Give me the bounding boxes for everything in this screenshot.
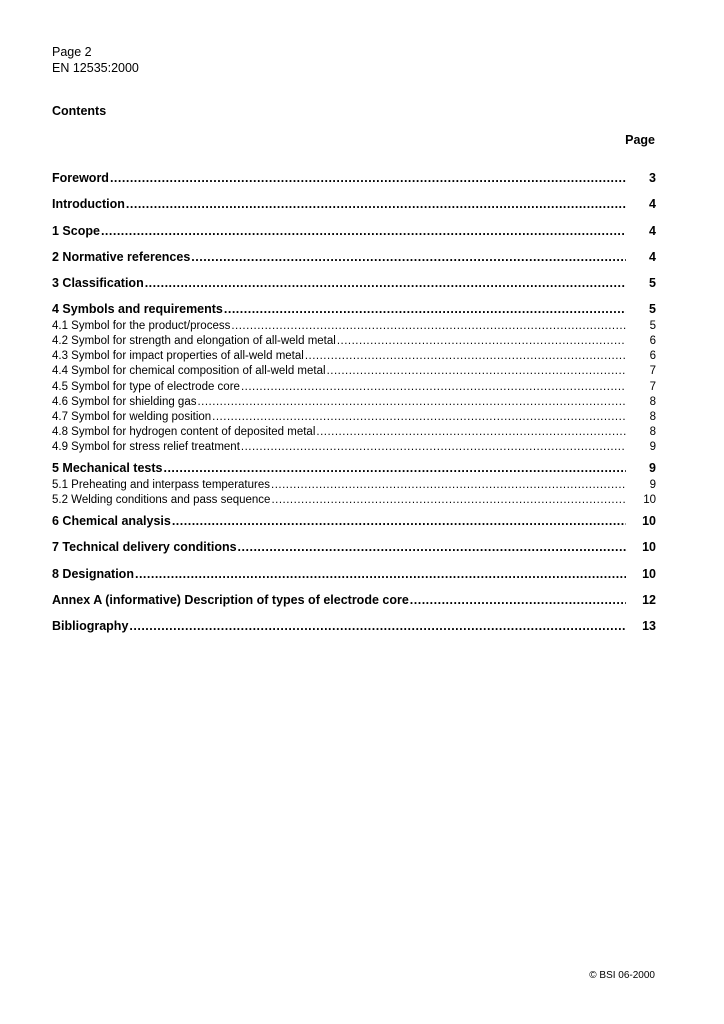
toc-entry[interactable] bbox=[52, 618, 656, 644]
toc-leader-dots bbox=[337, 334, 626, 348]
toc-entry[interactable] bbox=[52, 319, 656, 334]
toc-leader-dots bbox=[135, 566, 626, 582]
toc-leader-dots bbox=[126, 196, 626, 212]
toc-leader-dots bbox=[316, 425, 626, 439]
toc-entry-label: 4.3 Symbol for impact properties of all-weld metal bbox=[52, 350, 304, 363]
toc-entry[interactable] bbox=[52, 196, 656, 222]
table-of-contents bbox=[52, 170, 656, 645]
toc-entry[interactable] bbox=[52, 334, 656, 349]
toc-entry-label: 5 Mechanical tests bbox=[52, 461, 163, 476]
toc-leader-dots bbox=[197, 395, 626, 409]
toc-entry-label: 2 Normative references bbox=[52, 249, 191, 264]
toc-entry-page: 9 bbox=[649, 461, 656, 476]
toc-entry-page: 8 bbox=[649, 426, 656, 439]
toc-entry-label: 4.8 Symbol for hydrogen content of deposited metal bbox=[52, 426, 316, 439]
page-number: Page 2 bbox=[52, 45, 92, 59]
toc-entry-page: 9 bbox=[649, 478, 656, 491]
toc-entry-page: 6 bbox=[649, 350, 656, 363]
toc-leader-dots bbox=[241, 440, 626, 454]
toc-entry-page: 4 bbox=[649, 249, 656, 264]
footer-copyright: © BSI 06-2000 bbox=[589, 970, 655, 981]
toc-entry-page: 10 bbox=[642, 566, 656, 581]
toc-entry-label: 1 Scope bbox=[52, 223, 100, 238]
toc-entry[interactable] bbox=[52, 478, 656, 493]
standard-id: EN 12535:2000 bbox=[52, 61, 139, 75]
toc-entry-label: 8 Designation bbox=[52, 566, 134, 581]
toc-leader-dots bbox=[172, 513, 626, 529]
toc-leader-dots bbox=[305, 349, 626, 363]
toc-entry-label: 4 Symbols and requirements bbox=[52, 302, 223, 317]
toc-entry-page: 10 bbox=[642, 514, 656, 529]
toc-entry[interactable] bbox=[52, 380, 656, 395]
toc-leader-dots bbox=[212, 410, 626, 424]
toc-entry-label: 6 Chemical analysis bbox=[52, 514, 171, 529]
page-column-label: Page bbox=[625, 133, 655, 147]
toc-entry[interactable] bbox=[52, 223, 656, 249]
toc-leader-dots bbox=[191, 249, 626, 265]
toc-entry[interactable] bbox=[52, 364, 656, 379]
toc-leader-dots bbox=[241, 380, 626, 394]
toc-leader-dots bbox=[271, 493, 626, 507]
toc-entry-page: 10 bbox=[643, 493, 656, 506]
toc-entry-page: 9 bbox=[649, 441, 656, 454]
toc-entry[interactable] bbox=[52, 592, 656, 618]
toc-leader-dots bbox=[101, 223, 626, 239]
toc-leader-dots bbox=[224, 301, 626, 317]
toc-entry[interactable] bbox=[52, 410, 656, 425]
toc-leader-dots bbox=[410, 592, 626, 608]
toc-entry[interactable] bbox=[52, 170, 656, 196]
toc-entry-label: 4.9 Symbol for stress relief treatment bbox=[52, 441, 240, 454]
toc-entry-label: Introduction bbox=[52, 197, 125, 212]
page-header bbox=[52, 44, 139, 76]
toc-entry-label: Annex A (informative) Description of types of electrode core bbox=[52, 593, 409, 608]
toc-leader-dots bbox=[110, 170, 626, 186]
toc-entry-page: 4 bbox=[649, 197, 656, 212]
toc-entry-label: 3 Classification bbox=[52, 276, 144, 291]
toc-entry[interactable] bbox=[52, 513, 656, 539]
toc-entry-page: 12 bbox=[642, 593, 656, 608]
toc-entry[interactable] bbox=[52, 395, 656, 410]
toc-entry-label: Foreword bbox=[52, 171, 109, 185]
contents-title: Contents bbox=[52, 104, 107, 118]
toc-entry-page: 5 bbox=[649, 302, 656, 317]
toc-leader-dots bbox=[327, 364, 626, 378]
toc-entry-label: 5.1 Preheating and interpass temperatures bbox=[52, 478, 270, 491]
toc-entry-page: 6 bbox=[649, 334, 656, 347]
toc-entry-label: 4.1 Symbol for the product/process bbox=[52, 319, 231, 332]
toc-entry-label: 5.2 Welding conditions and pass sequence bbox=[52, 493, 271, 506]
toc-entry[interactable] bbox=[52, 425, 656, 440]
toc-entry-label: 4.5 Symbol for type of electrode core bbox=[52, 380, 240, 393]
toc-entry-page: 5 bbox=[649, 319, 656, 332]
toc-entry[interactable] bbox=[52, 493, 656, 508]
toc-entry[interactable] bbox=[52, 440, 656, 455]
toc-entry-page: 7 bbox=[649, 365, 656, 378]
toc-leader-dots bbox=[271, 478, 626, 492]
toc-leader-dots bbox=[129, 618, 626, 634]
toc-entry[interactable] bbox=[52, 349, 656, 364]
toc-leader-dots bbox=[238, 539, 626, 555]
toc-entry-page: 10 bbox=[642, 540, 656, 555]
toc-entry[interactable] bbox=[52, 275, 656, 301]
toc-entry-label: 7 Technical delivery conditions bbox=[52, 540, 237, 555]
toc-leader-dots bbox=[163, 460, 626, 476]
toc-entry-page: 4 bbox=[649, 223, 656, 238]
toc-entry-page: 8 bbox=[649, 410, 656, 423]
toc-entry-label: 4.6 Symbol for shielding gas bbox=[52, 395, 197, 408]
toc-entry[interactable] bbox=[52, 539, 656, 565]
toc-entry-label: 4.2 Symbol for strength and elongation of all-weld metal bbox=[52, 334, 336, 347]
toc-entry-page: 8 bbox=[649, 395, 656, 408]
toc-entry-label: Bibliography bbox=[52, 619, 129, 634]
toc-leader-dots bbox=[145, 275, 626, 291]
toc-entry-label: 4.7 Symbol for welding position bbox=[52, 410, 212, 423]
toc-entry-page: 3 bbox=[649, 171, 656, 185]
toc-entry[interactable] bbox=[52, 249, 656, 275]
toc-entry-page: 13 bbox=[642, 619, 656, 634]
toc-entry-page: 5 bbox=[649, 276, 656, 291]
toc-entry-label: 4.4 Symbol for chemical composition of all-weld metal bbox=[52, 365, 326, 378]
toc-entry[interactable] bbox=[52, 566, 656, 592]
toc-entry-page: 7 bbox=[649, 380, 656, 393]
toc-leader-dots bbox=[231, 319, 626, 333]
